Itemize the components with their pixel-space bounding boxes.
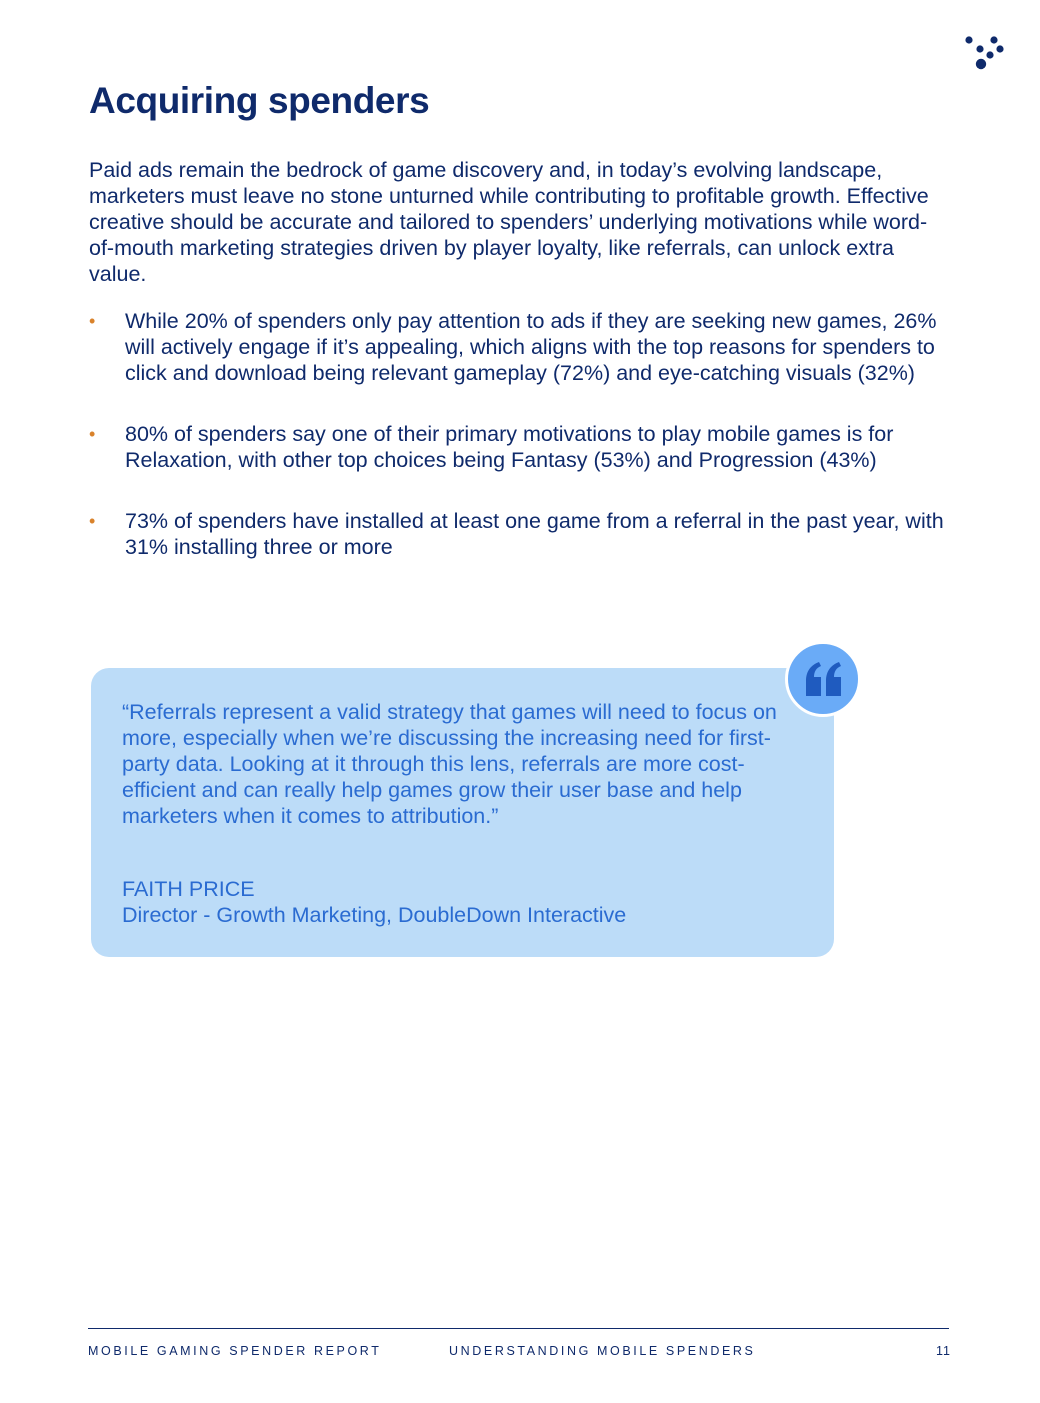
quote-text: “Referrals represent a valid strategy that games will need to focus on more, especially when we’re discussing the increasing need for first-party data. Looking at it through this lens, referrals are more cost-efficient and can really help games grow their user base and help marketers when it comes to attribution.” bbox=[122, 700, 777, 828]
footer-divider bbox=[88, 1328, 949, 1329]
list-item bbox=[89, 421, 949, 473]
bullet-marker: • bbox=[89, 511, 96, 531]
bullet-text: 80% of spenders say one of their primary motivations to play mobile games is for Relaxation, with other top choices being Fantasy (53%) and Progression (43%) bbox=[125, 422, 894, 472]
bullet-text: 73% of spenders have installed at least one game from a referral in the past year, with 31% installing three or more bbox=[125, 509, 944, 559]
intro-paragraph: Paid ads remain the bedrock of game discovery and, in today’s evolving landscape, marketers must leave no stone unturned while contributing to profitable growth. Effective creative should be accurate and tailored to spenders’ underlying motivations while word-of-mouth marketing strategies driven by player loyalty, like referrals, can unlock extra value. bbox=[89, 158, 929, 286]
quote-card bbox=[91, 668, 834, 957]
list-item bbox=[89, 308, 949, 386]
page-number: 11 bbox=[936, 1344, 951, 1358]
dots-logo-icon bbox=[962, 34, 1010, 74]
quote-author-name: FAITH PRICE bbox=[122, 877, 255, 901]
bullet-marker: • bbox=[89, 311, 96, 331]
quote-mark-icon bbox=[785, 641, 861, 717]
page-title: Acquiring spenders bbox=[89, 80, 430, 121]
bullet-text: While 20% of spenders only pay attention to ads if they are seeking new games, 26% will actively engage if it’s appealing, which aligns with the top reasons for spenders to click and download being relevant gameplay (72%) and eye-catching visuals (32%) bbox=[125, 309, 937, 385]
list-item bbox=[89, 508, 949, 560]
footer-report-title: MOBILE GAMING SPENDER REPORT bbox=[88, 1344, 382, 1358]
footer-section-title: UNDERSTANDING MOBILE SPENDERS bbox=[449, 1344, 756, 1358]
bullet-marker: • bbox=[89, 424, 96, 444]
quote-author-role: Director - Growth Marketing, DoubleDown Interactive bbox=[122, 903, 627, 927]
bullet-list bbox=[89, 308, 949, 560]
